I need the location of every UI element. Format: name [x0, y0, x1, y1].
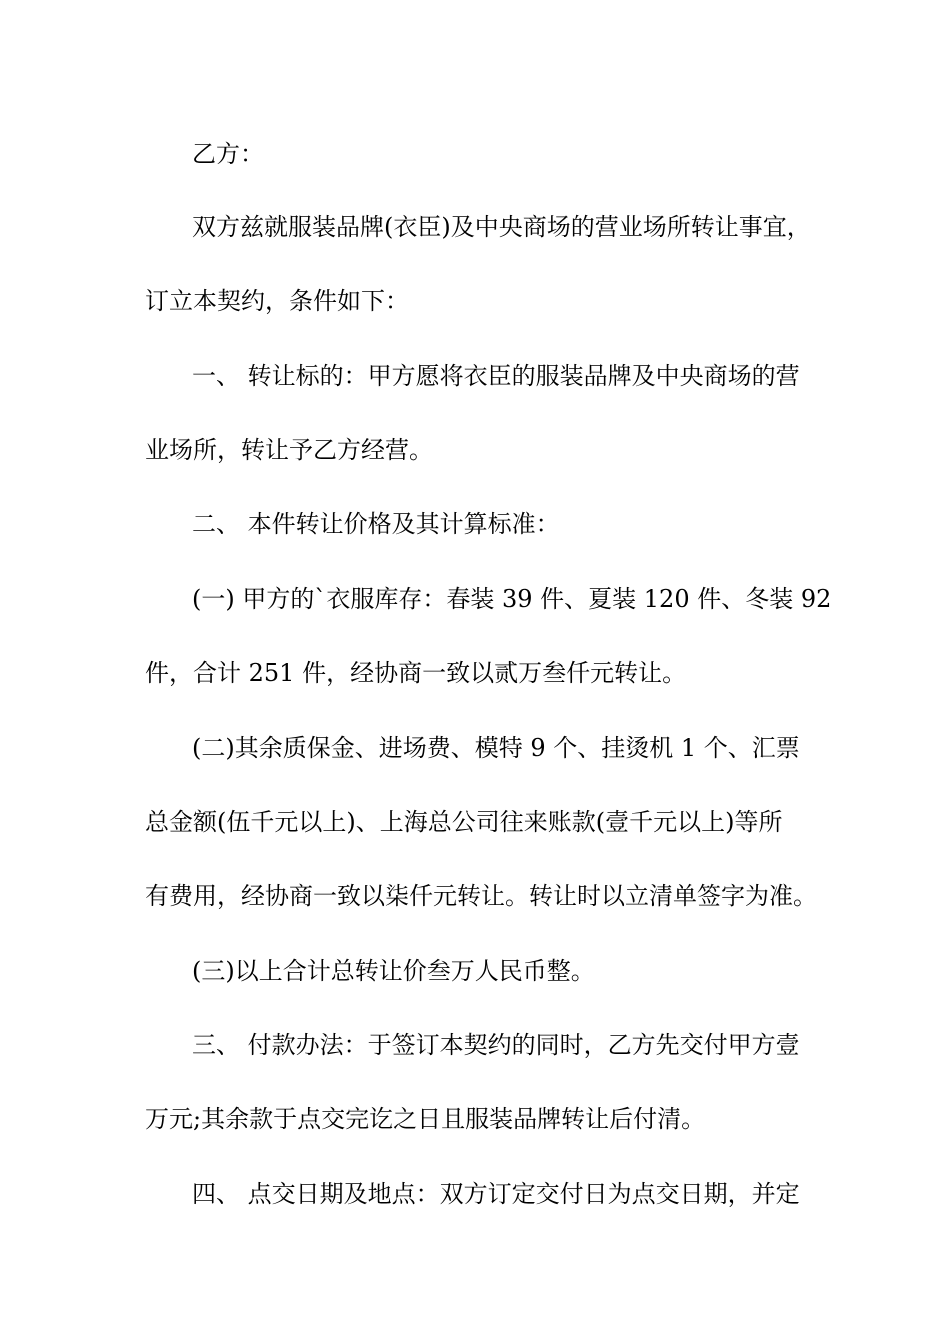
- clause-2-item-2-line-1: (二)其余质保金、进场费、模特 9 个、挂烫机 1 个、汇票: [192, 734, 800, 762]
- clause-2-item-1-line-2: 件，合计 251 件，经协商一致以贰万叁仟元转让。: [145, 659, 687, 687]
- clause-2-item-1-line-1: (一) 甲方的`衣服库存：春装 39 件、夏装 120 件、冬装 92: [192, 585, 832, 613]
- paragraph-intro-line-1: 双方兹就服装品牌(衣臣)及中央商场的营业场所转让事宜，: [192, 213, 811, 241]
- paragraph-party-b: 乙方：: [192, 140, 264, 168]
- clause-2-item-2-line-3: 有费用，经协商一致以柒仟元转让。转让时以立清单签字为准。: [145, 882, 817, 910]
- clause-4-line-1: 四、 点交日期及地点：双方订定交付日为点交日期，并定: [192, 1180, 800, 1208]
- clause-1-line-2: 业场所，转让予乙方经营。: [145, 436, 433, 464]
- clause-3-line-1: 三、 付款办法：于签订本契约的同时，乙方先交付甲方壹: [192, 1031, 800, 1059]
- clause-1-line-1: 一、 转让标的：甲方愿将衣臣的服装品牌及中央商场的营: [192, 362, 800, 390]
- clause-3-line-2: 万元;其余款于点交完讫之日且服装品牌转让后付清。: [145, 1105, 706, 1133]
- paragraph-intro-line-2: 订立本契约，条件如下：: [145, 287, 409, 315]
- clause-2-item-2-line-2: 总金额(伍千元以上)、上海总公司往来账款(壹千元以上)等所: [145, 808, 783, 836]
- clause-2-heading: 二、 本件转让价格及其计算标准：: [192, 510, 560, 538]
- clause-2-item-3: (三)以上合计总转让价叁万人民币整。: [192, 957, 595, 985]
